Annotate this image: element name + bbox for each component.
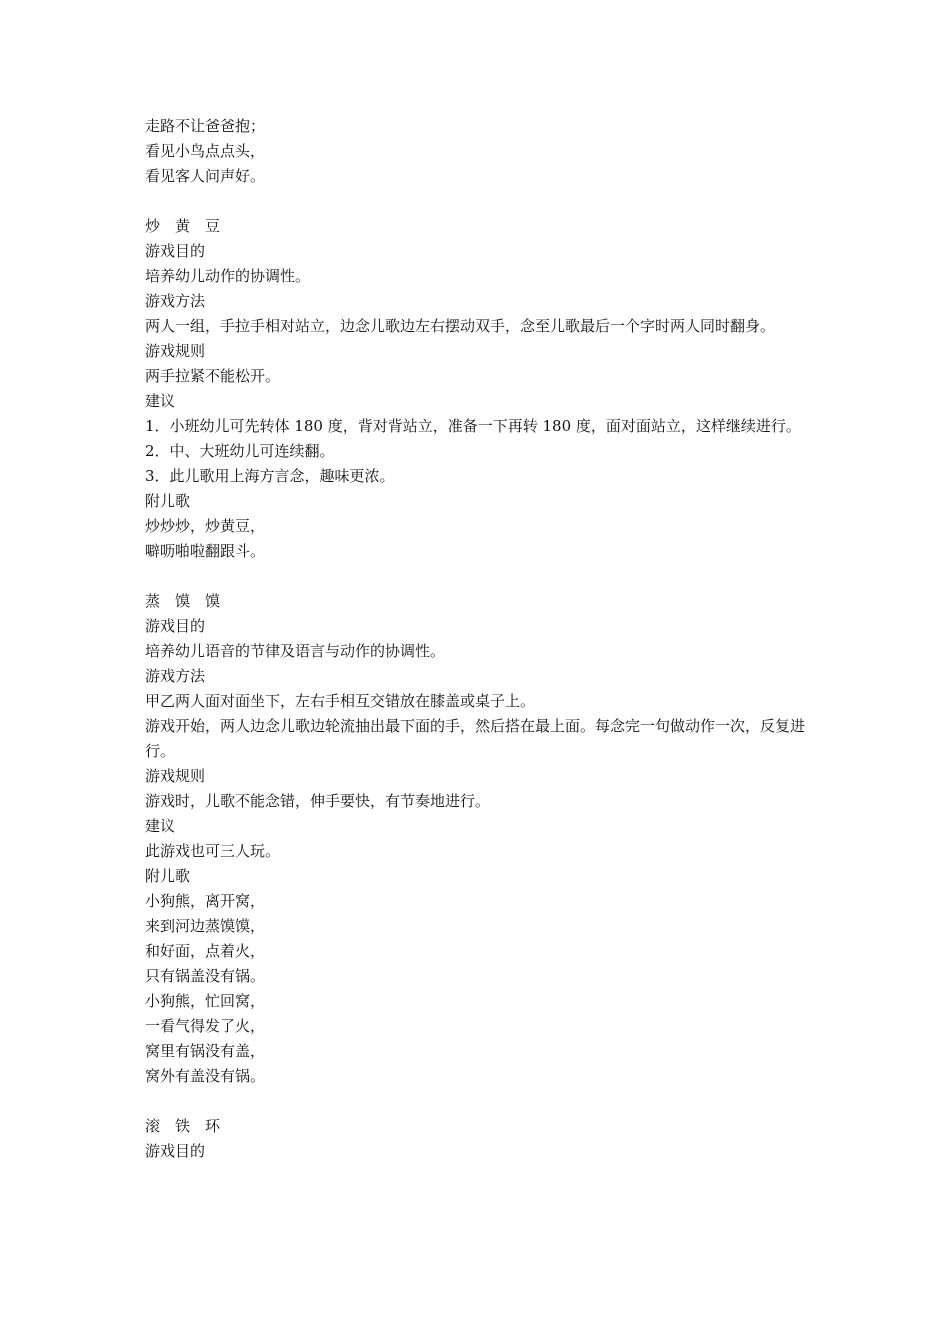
section-heading: 游戏目的 — [145, 1142, 206, 1160]
song-line: 窝里有锅没有盖， — [145, 1042, 266, 1060]
song-line: 一看气得发了火， — [145, 1017, 266, 1035]
section-heading: 游戏目的 — [145, 242, 206, 260]
poem-line: 走路不让爸爸抱； — [145, 117, 266, 135]
section-heading: 附儿歌 — [145, 492, 191, 510]
song-line: 小狗熊，忙回窝， — [145, 992, 266, 1010]
game-title: 滚 铁 环 — [145, 1117, 221, 1135]
paragraph: 游戏时，儿歌不能念错，伸手要快，有节奏地进行。 — [145, 792, 491, 810]
section-heading: 游戏规则 — [145, 342, 206, 360]
section-heading: 附儿歌 — [145, 867, 191, 885]
song-line: 和好面，点着火， — [145, 942, 266, 960]
paragraph: 培养幼儿语音的节律及语言与动作的协调性。 — [145, 642, 446, 660]
song-line: 炒炒炒，炒黄豆， — [145, 517, 266, 535]
section-heading: 游戏方法 — [145, 292, 206, 310]
song-line: 小狗熊，离开窝， — [145, 892, 266, 910]
list-item: 3．此儿歌用上海方言念，趣味更浓。 — [145, 467, 395, 485]
section-heading: 游戏目的 — [145, 617, 206, 635]
paragraph: 两人一组，手拉手相对站立，边念儿歌边左右摆动双手，念至儿歌最后一个字时两人同时翻身。 — [145, 317, 776, 335]
section-heading: 建议 — [145, 392, 176, 410]
list-item: 2．中、大班幼儿可连续翻。 — [145, 442, 335, 460]
poem-line: 看见小鸟点点头， — [145, 142, 266, 160]
paragraph: 游戏开始，两人边念儿歌边轮流抽出最下面的手，然后搭在最上面。每念完一句做动作一次，反复进行。 — [145, 717, 806, 760]
poem-line: 看见客人问声好。 — [145, 167, 266, 185]
document-page — [145, 114, 815, 1164]
song-line: 窝外有盖没有锅。 — [145, 1067, 266, 1085]
song-line: 只有锅盖没有锅。 — [145, 967, 266, 985]
paragraph: 两手拉紧不能松开。 — [145, 367, 281, 385]
list-item: 1．小班幼儿可先转体 180 度，背对背站立，准备一下再转 180 度，面对面站立，这样继续进行。 — [145, 417, 801, 435]
song-line: 噼呖啪啦翻跟斗。 — [145, 542, 266, 560]
game-title: 蒸 馍 馍 — [145, 592, 221, 610]
section-heading: 游戏方法 — [145, 667, 206, 685]
paragraph: 此游戏也可三人玩。 — [145, 842, 281, 860]
paragraph: 培养幼儿动作的协调性。 — [145, 267, 311, 285]
song-line: 来到河边蒸馍馍， — [145, 917, 266, 935]
section-heading: 建议 — [145, 817, 176, 835]
section-heading: 游戏规则 — [145, 767, 206, 785]
game-title: 炒 黄 豆 — [145, 217, 221, 235]
paragraph: 甲乙两人面对面坐下，左右手相互交错放在膝盖或桌子上。 — [145, 692, 536, 710]
